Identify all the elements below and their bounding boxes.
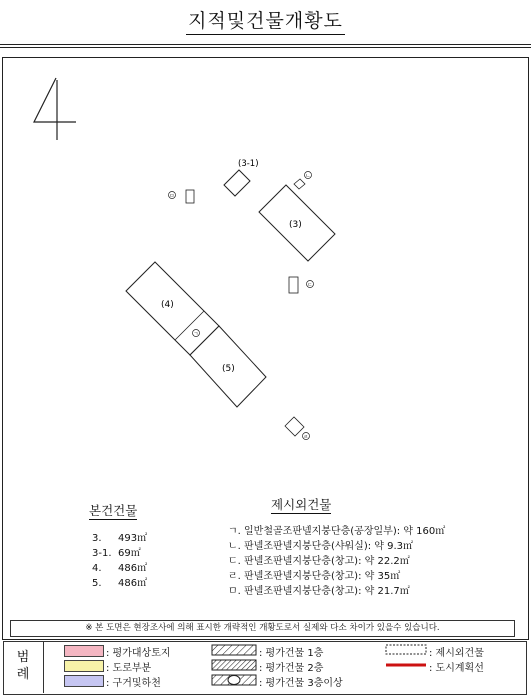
legend-label-floor1: : 평가건물 1층 xyxy=(259,648,324,659)
main-building-no: 4. xyxy=(92,563,102,574)
main-building-area: 69㎡ xyxy=(118,548,141,559)
main-building-area: 493㎡ xyxy=(118,533,148,544)
legend-label-floor3: : 평가건물 3층이상 xyxy=(259,678,343,689)
excluded-buildings-heading: 제시외건물 xyxy=(271,497,332,512)
legend-heading-1: 범 xyxy=(16,650,30,665)
main-buildings-heading: 본건건물 xyxy=(89,503,138,518)
main-building-area: 486㎡ xyxy=(118,578,148,589)
legend-label-road: : 도로부분 xyxy=(106,663,152,674)
disclaimer-note: ※ 본 도면은 현장조사에 의해 표시한 개략적인 개황도로서 실제와 다소 차이가 있을수 있습니다. xyxy=(10,620,515,637)
page-title-text: 지적및건물개황도 xyxy=(186,10,345,35)
main-building-no: 5. xyxy=(92,578,102,589)
legend-swatch-floor1 xyxy=(212,645,256,655)
mark-ra: ㄹ xyxy=(303,434,309,441)
excluded-building-row: ㅁ. 판넬조판넬지붕단층(창고): 약 21.7㎡ xyxy=(228,586,410,597)
legend-floor3-circle xyxy=(228,676,240,685)
main-building-area: 486㎡ xyxy=(118,563,148,574)
main-building-no: 3-1. xyxy=(92,548,112,559)
building-3-label: (3) xyxy=(289,220,302,230)
legend-label-excluded: : 제시외건물 xyxy=(429,648,484,659)
legend-swatch-floor2 xyxy=(212,660,256,670)
mark-ma: ㅁ xyxy=(169,193,175,200)
excluded-building-row: ㄴ. 판넬조판넬지붕단층(샤워실): 약 9.3㎡ xyxy=(228,541,414,552)
legend-label-planning-line: : 도시계획선 xyxy=(429,663,484,674)
legend-label-land: : 평가대상토지 xyxy=(106,648,171,659)
building-4-label: (4) xyxy=(161,300,174,310)
building-3-1-label: (3-1) xyxy=(238,159,259,169)
main-building-no: 3. xyxy=(92,533,102,544)
building-5-label: (5) xyxy=(222,364,235,374)
legend-swatch-excluded xyxy=(386,645,426,654)
mark-da: ㄷ xyxy=(307,282,313,289)
excluded-building-row: ㄹ. 판넬조판넬지붕단층(창고): 약 35㎡ xyxy=(228,571,401,582)
excluded-building-row: ㄷ. 판넬조판넬지붕단층(창고): 약 22.2㎡ xyxy=(228,556,410,567)
legend-heading-2: 례 xyxy=(16,667,30,682)
excluded-building-row: ㄱ. 일반철골조판넬지붕단층(공장일부): 약 160㎡ xyxy=(228,526,446,537)
mark-ga: ㄱ xyxy=(193,331,199,338)
legend-label-floor2: : 평가건물 2층 xyxy=(259,663,324,674)
legend-label-waterway: : 구거및하천 xyxy=(106,678,161,689)
mark-na: ㄴ xyxy=(305,173,311,180)
